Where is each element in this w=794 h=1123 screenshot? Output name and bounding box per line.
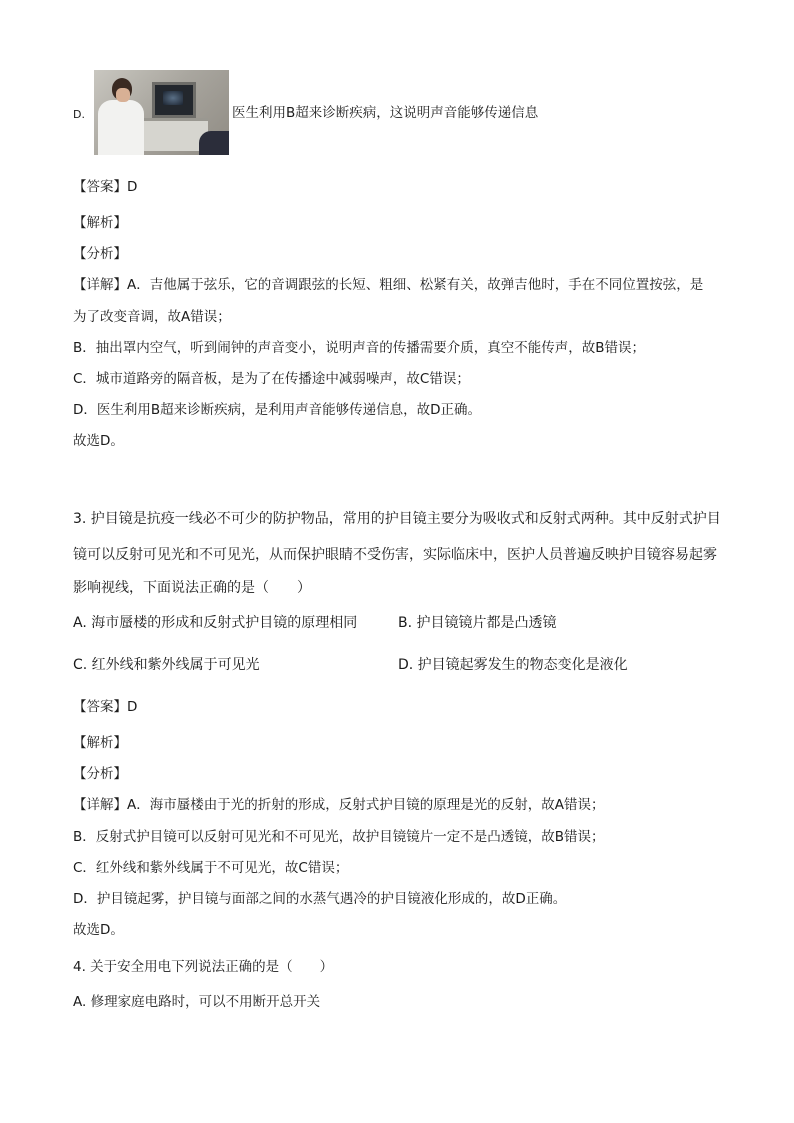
q2-detail-line: D．医生利用B超来诊断疾病，是利用声音能够传递信息，故D正确。 [73, 402, 482, 418]
q3-detail-line: C．红外线和紫外线属于不可见光，故C错误； [73, 860, 349, 876]
q3-fenxi-label: 【分析】 [73, 766, 127, 782]
q2-option-d-letter: D. [73, 108, 85, 121]
q3-detail-line: 故选D。 [73, 922, 124, 938]
q3-stem-line: 镜可以反射可见光和不可见光，从而保护眼睛不受伤害，实际临床中，医护人员普遍反映护目镜容易起雾 [73, 547, 717, 563]
q3-stem-line: 影响视线，下面说法正确的是（ ） [73, 580, 311, 596]
q2-answer: 【答案】D [73, 179, 138, 195]
q2-detail-line: 【详解】A．吉他属于弦乐，它的音调跟弦的长短、粗细、松紧有关，故弹吉他时，手在不同位置按弦，是 [73, 277, 704, 293]
q3-answer: 【答案】D [73, 699, 138, 715]
q2-detail-line: B．抽出罩内空气，听到闹钟的声音变小，说明声音的传播需要介质，真空不能传声，故B错误； [73, 340, 646, 356]
q3-detail-line: B．反射式护目镜可以反射可见光和不可见光，故护目镜镜片一定不是凸透镜，故B错误； [73, 829, 605, 845]
q2-detail-line: 故选D。 [73, 433, 124, 449]
q3-detail-line: D．护目镜起雾，护目镜与面部之间的水蒸气遇冷的护目镜液化形成的，故D正确。 [73, 891, 567, 907]
q3-detail-line: 【详解】A．海市蜃楼由于光的折射的形成，反射式护目镜的原理是光的反射，故A错误； [73, 797, 605, 813]
doctor-face-shape [116, 88, 130, 102]
q3-option-b: B. 护目镜镜片都是凸透镜 [398, 615, 557, 631]
q3-stem-line: 3. 护目镜是抗疫一线必不可少的防护物品，常用的护目镜主要分为吸收式和反射式两种。其中反射式护目 [73, 511, 721, 527]
ultrasound-photo [94, 70, 229, 155]
q3-option-d: D. 护目镜起雾发生的物态变化是液化 [398, 657, 628, 673]
q3-option-a: A. 海市蜃楼的形成和反射式护目镜的原理相同 [73, 615, 358, 631]
q3-option-c: C. 红外线和紫外线属于可见光 [73, 657, 260, 673]
doctor-body-shape [98, 100, 144, 155]
q2-jiexi-label: 【解析】 [73, 215, 127, 231]
q4-option-a: A. 修理家庭电路时，可以不用断开总开关 [73, 994, 321, 1010]
q2-option-d-text: 医生利用B超来诊断疾病，这说明声音能够传递信息 [232, 105, 539, 121]
q2-detail-line: 为了改变音调，故A错误； [73, 309, 231, 325]
monitor-shape [152, 82, 196, 118]
q4-stem: 4. 关于安全用电下列说法正确的是（ ） [73, 959, 334, 975]
q2-fenxi-label: 【分析】 [73, 246, 127, 262]
console-shape [138, 118, 208, 151]
q3-jiexi-label: 【解析】 [73, 735, 127, 751]
q2-detail-line: C．城市道路旁的隔音板，是为了在传播途中减弱噪声，故C错误； [73, 371, 470, 387]
patient-shape [199, 131, 229, 155]
